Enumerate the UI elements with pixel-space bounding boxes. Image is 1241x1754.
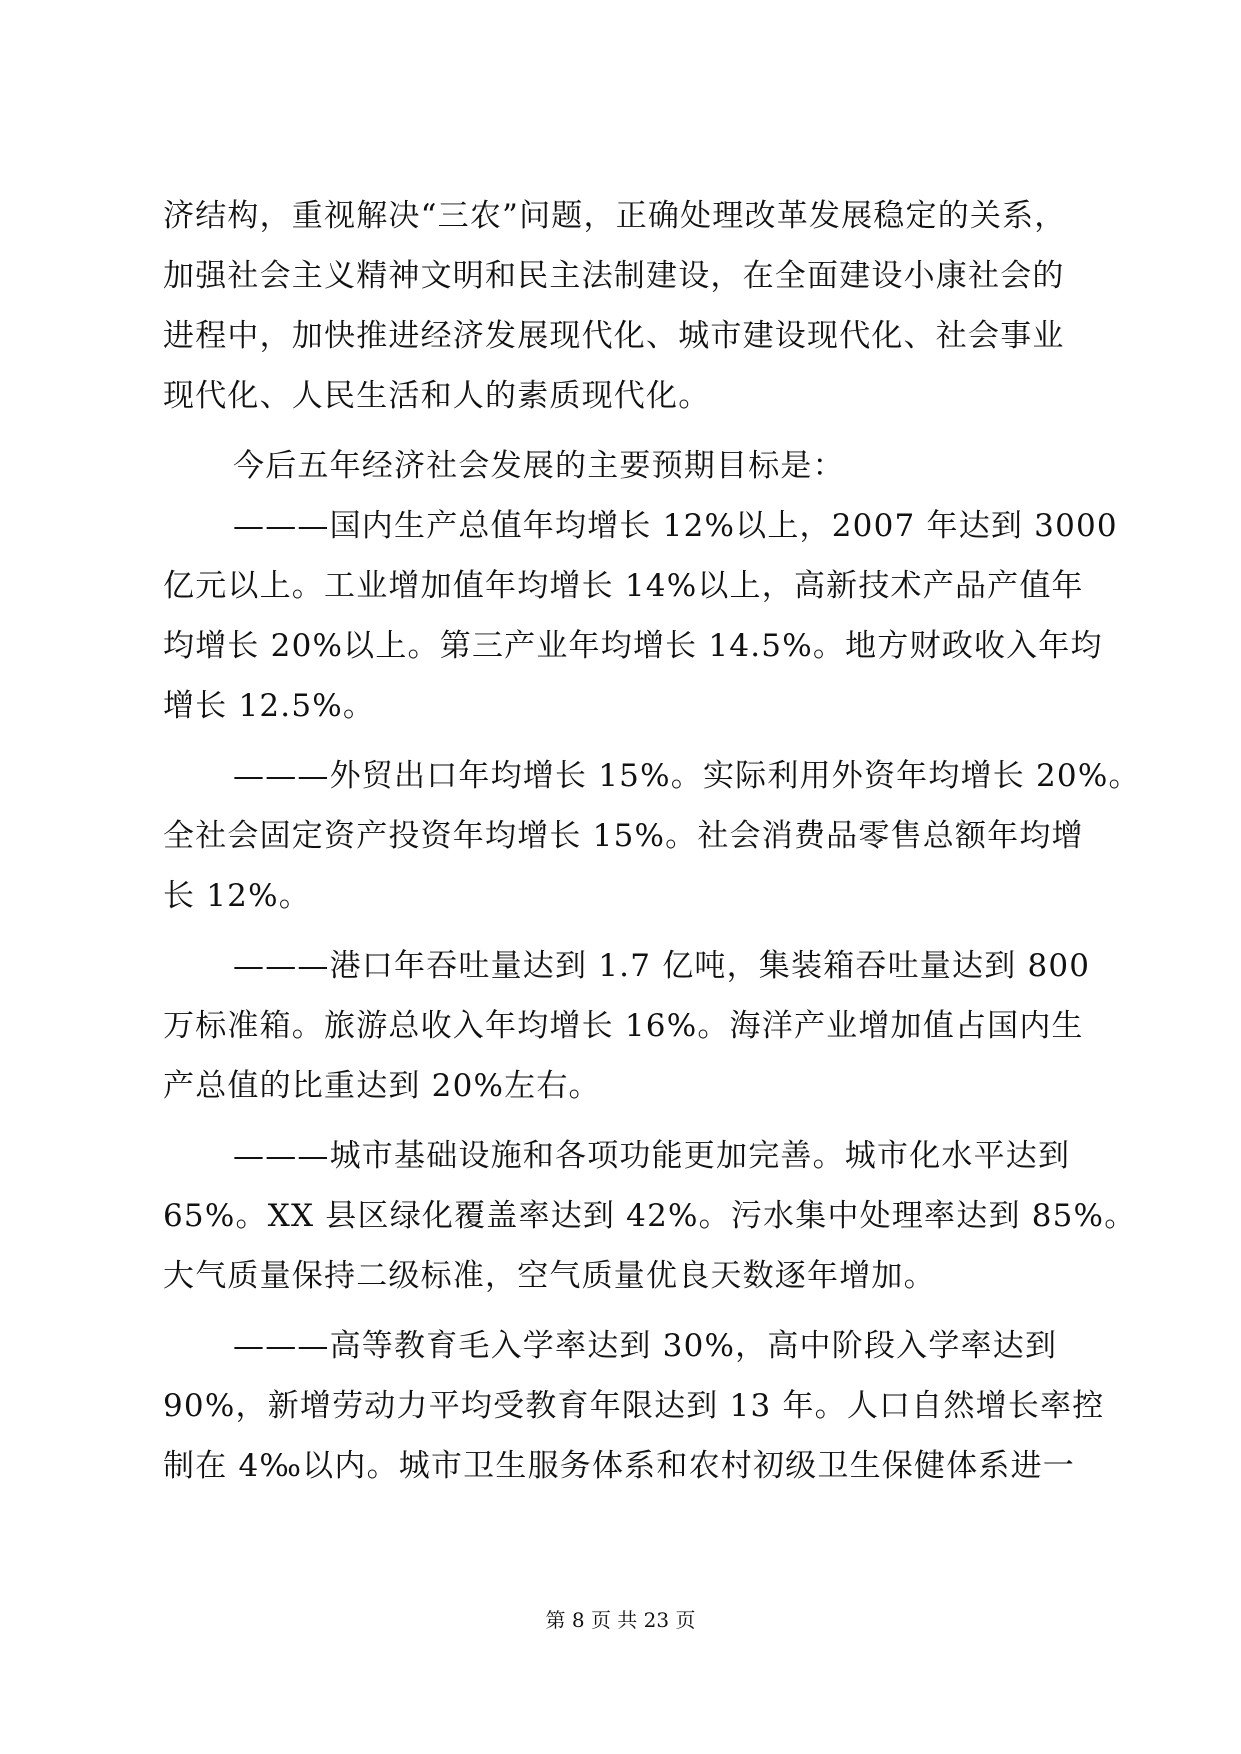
text-line: 产总值的比重达到 20%左右。 xyxy=(163,1068,601,1104)
text-line: 长 12%。 xyxy=(163,878,311,914)
page-number-footer: 第 8 页 共 23 页 xyxy=(545,1608,696,1632)
text-line: 现代化、人民生活和人的素质现代化。 xyxy=(163,378,711,414)
text-line: 进程中，加快推进经济发展现代化、城市建设现代化、社会事业 xyxy=(163,318,1065,354)
text-line: ———城市基础设施和各项功能更加完善。城市化水平达到 xyxy=(233,1138,1071,1174)
text-line: ———港口年吞吐量达到 1.7 亿吨，集装箱吞吐量达到 800 xyxy=(233,948,1091,984)
text-line: 制在 4‰以内。城市卫生服务体系和农村初级卫生保健体系进一 xyxy=(163,1448,1075,1484)
text-line: 均增长 20%以上。第三产业年均增长 14.5%。地方财政收入年均 xyxy=(163,628,1103,664)
text-line: ———高等教育毛入学率达到 30%，高中阶段入学率达到 xyxy=(233,1328,1058,1364)
text-line: 大气质量保持二级标准，空气质量优良天数逐年增加。 xyxy=(163,1258,936,1294)
text-line: 90%，新增劳动力平均受教育年限达到 13 年。人口自然增长率控 xyxy=(163,1388,1105,1424)
text-line: 亿元以上。工业增加值年均增长 14%以上，高新技术产品产值年 xyxy=(163,568,1084,604)
text-line: 全社会固定资产投资年均增长 15%。社会消费品零售总额年均增 xyxy=(163,818,1084,854)
text-line: ———外贸出口年均增长 15%。实际利用外资年均增长 20%。 xyxy=(233,758,1141,794)
text-line: 万标准箱。旅游总收入年均增长 16%。海洋产业增加值占国内生 xyxy=(163,1008,1084,1044)
text-line: 加强社会主义精神文明和民主法制建设，在全面建设小康社会的 xyxy=(163,258,1065,294)
text-line: 济结构，重视解决“三农”问题，正确处理改革发展稳定的关系， xyxy=(163,198,1067,234)
text-line: 65%。XX 县区绿化覆盖率达到 42%。污水集中处理率达到 85%。 xyxy=(163,1198,1137,1234)
text-line: 增长 12.5%。 xyxy=(163,688,376,724)
text-line: ———国内生产总值年均增长 12%以上，2007 年达到 3000 xyxy=(233,508,1118,544)
paragraph-intro: 今后五年经济社会发展的主要预期目标是： xyxy=(233,448,845,484)
